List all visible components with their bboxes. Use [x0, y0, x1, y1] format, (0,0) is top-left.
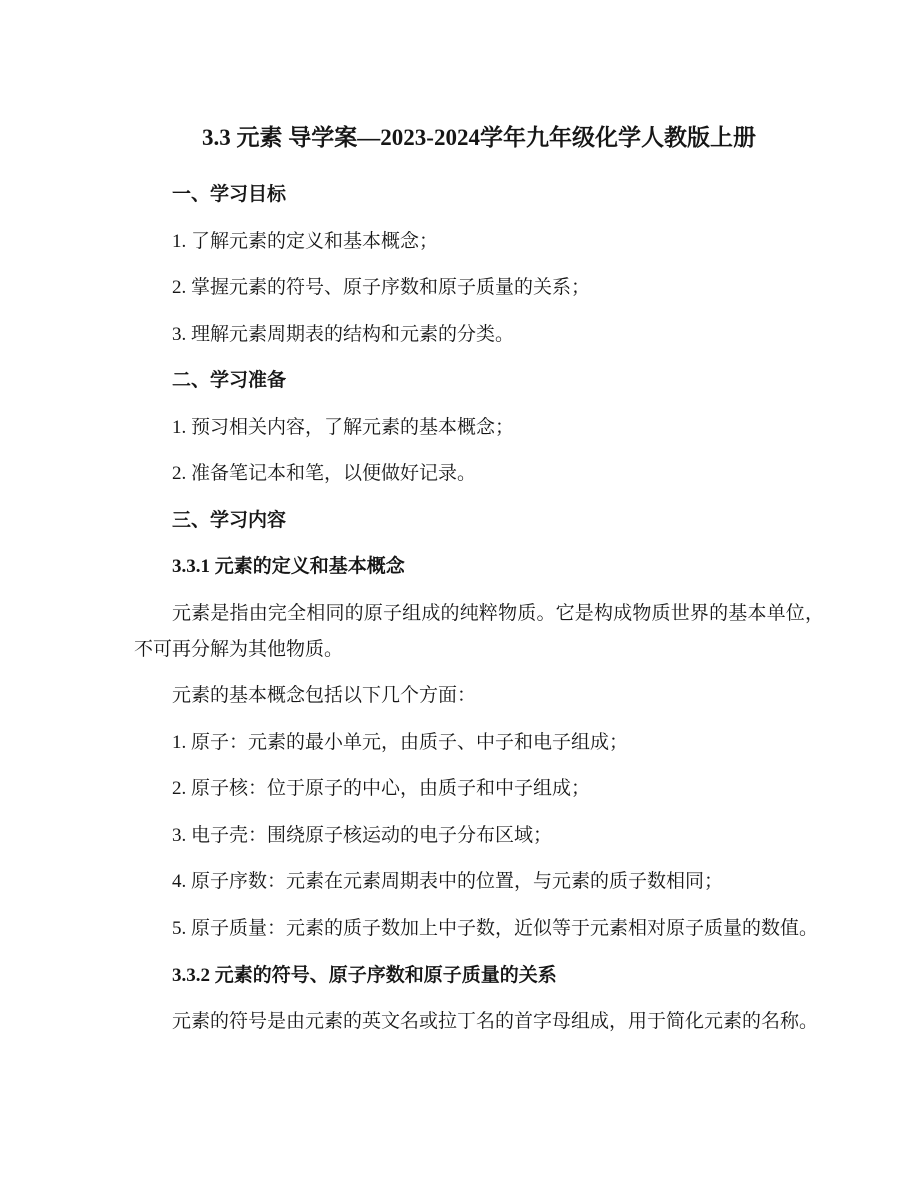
list-item: 1. 了解元素的定义和基本概念；	[172, 230, 439, 252]
subsection-element-definition	[134, 549, 824, 947]
subsection-element-symbol-relationship	[134, 958, 824, 1041]
document-title: 3.3 元素 导学案—2023-2024学年九年级化学人教版上册	[202, 125, 756, 150]
list-item: 1. 预习相关内容，了解元素的基本概念；	[172, 416, 515, 438]
list-item: 3. 理解元素周期表的结构和元素的分类。	[172, 323, 515, 345]
list-item: 1. 原子：元素的最小单元，由质子、中子和电子组成；	[172, 731, 629, 753]
section-heading-learning-preparation: 二、学习准备	[172, 370, 287, 391]
subsection-heading-element-symbol-relationship: 3.3.2 元素的符号、原子序数和原子质量的关系	[172, 964, 557, 986]
subsection-heading-element-definition: 3.3.1 元素的定义和基本概念	[172, 556, 405, 577]
paragraph: 元素是指由完全相同的原子组成的纯粹物质。它是构成物质世界的基本单位，不可再分解为其他物质。	[134, 602, 824, 660]
list-item: 3. 电子壳：围绕原子核运动的电子分布区域；	[172, 824, 553, 846]
list-item: 5. 原子质量：元素的质子数加上中子数，近似等于元素相对原子质量的数值。	[172, 917, 819, 939]
section-heading-learning-content: 三、学习内容	[172, 509, 287, 531]
paragraph: 元素的符号是由元素的英文名或拉丁名的首字母组成，用于简化元素的名称。	[172, 1011, 819, 1032]
list-item: 2. 掌握元素的符号、原子序数和原子质量的关系；	[172, 277, 591, 298]
section-heading-learning-goals: 一、学习目标	[172, 184, 287, 205]
document-content	[134, 120, 824, 1051]
list-item: 2. 原子核：位于原子的中心，由质子和中子组成；	[172, 778, 591, 799]
list-item: 2. 准备笔记本和笔，以便做好记录。	[172, 463, 477, 484]
paragraph: 元素的基本概念包括以下几个方面：	[172, 685, 477, 706]
list-item: 4. 原子序数：元素在元素周期表中的位置，与元素的质子数相同；	[172, 871, 724, 892]
